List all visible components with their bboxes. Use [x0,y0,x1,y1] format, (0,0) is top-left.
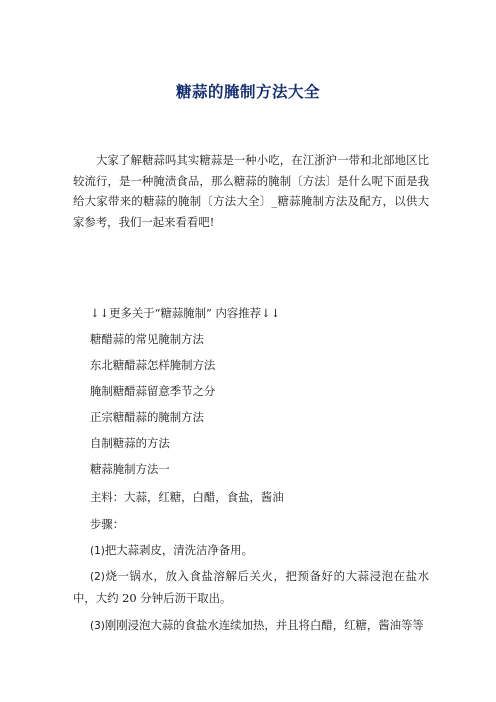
step-number: (1) [90,545,105,557]
step-text: 烧一锅水，放入食盐溶解后关火，把预备好的大蒜浸泡在盐水中，大约 20 分钟后沥干取出。 [73,569,429,605]
step-text: 刚刚浸泡大蒜的食盐水连续加热，并且将白醋，红糖，酱油等等 [104,618,424,632]
step-number: (2) [90,571,105,583]
recommend-link-4[interactable] [90,409,204,425]
section-heading: 糖蒜腌制方法一 [90,462,170,476]
recommend-link-label: 腌制糖醋蒜留意季节之分 [90,384,216,398]
document-title: 糖蒜的腌制方法大全 [175,82,320,101]
recommend-header: ↓↓更多关于“糖蒜腌制” 内容推荐↓↓ [90,306,281,320]
recommend-link-label: 自制糖蒜的方法 [90,436,170,450]
recommend-link-3[interactable] [90,383,215,399]
ingredients-line: 主料：大蒜，红糖，白醋，食盐，酱油 [90,490,284,504]
recommend-link-1[interactable] [90,331,204,347]
intro-paragraph: 大家了解糖蒜吗其实糖蒜是一种小吃，在江浙沪一带和北部地区比较流行，是一种腌渍食品，那么糖蒜的腌制〔方法〕是什么呢下面是我给大家带来的糖蒜的腌制〔方法大全〕_糖蒜腌制方法及配方，以供大家参考，我们一起来看看吧! [73,153,429,229]
recommend-link-5[interactable] [90,435,170,451]
step-number: (3) [90,620,105,632]
recommend-link-label: 东北糖醋蒜怎样腌制方法 [90,358,216,372]
recommend-link-2[interactable] [90,357,215,373]
recommend-link-label: 正宗糖醋蒜的腌制方法 [90,410,204,424]
step-1 [73,540,429,562]
step-text: 把大蒜剥皮，清洗洁净备用。 [104,543,253,557]
steps-label: 步骤： [90,517,125,531]
step-2 [73,566,429,608]
recommend-link-label: 糖醋蒜的常见腌制方法 [90,332,204,346]
step-3 [73,615,429,637]
